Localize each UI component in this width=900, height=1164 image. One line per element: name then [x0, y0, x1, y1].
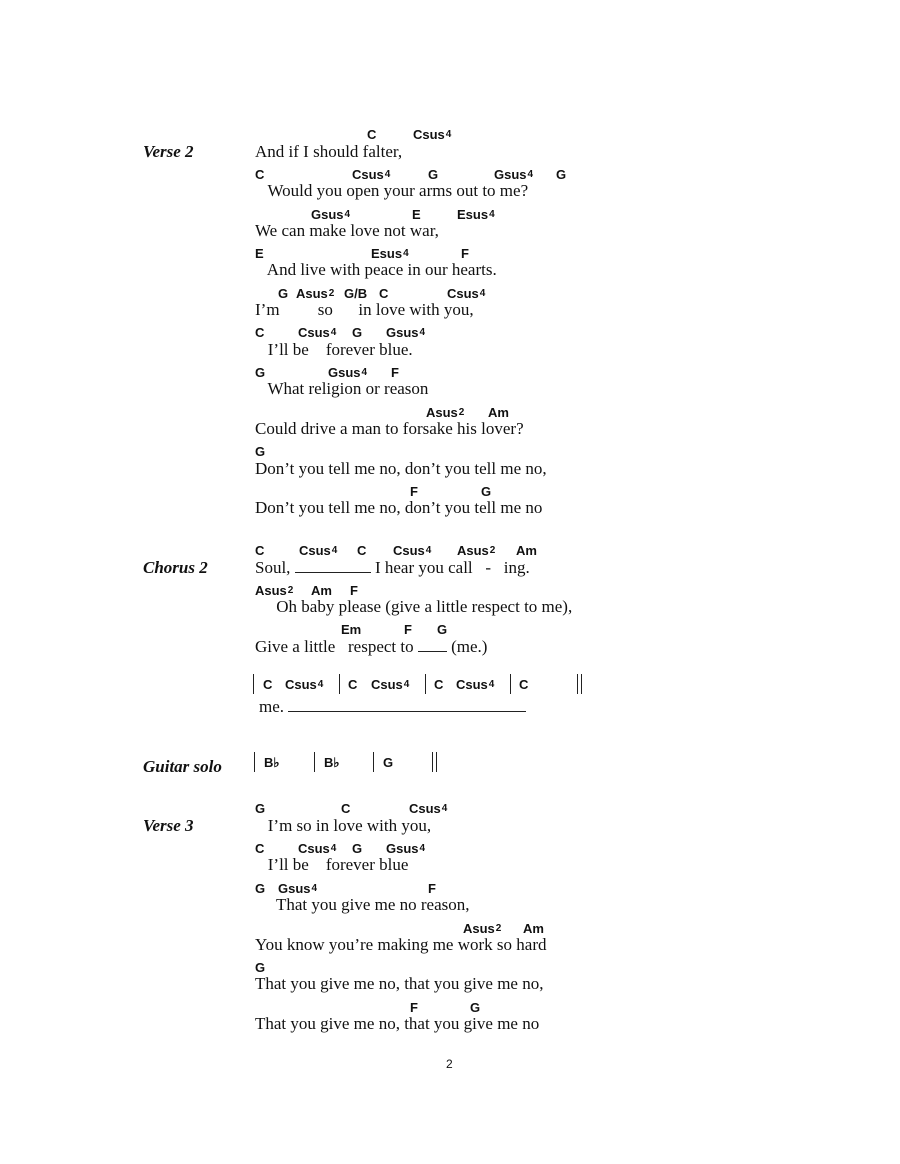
barline [510, 674, 511, 694]
chord: Asus$^2$ [255, 583, 294, 598]
chord: G [428, 167, 439, 182]
lyric-line: I’m so in love with you, [255, 816, 432, 835]
lyric-line: I’ll be forever blue. [255, 340, 413, 359]
chord: F [350, 583, 358, 598]
barline [314, 752, 315, 772]
chord: Csus$^4$ [371, 677, 410, 692]
chord: G [437, 622, 448, 637]
lyric-line: Oh baby please (give a little respect to me), [255, 597, 573, 616]
chord: Csus$^4$ [409, 801, 448, 816]
chord: Gsus$^4$ [494, 167, 534, 182]
chord: Esus$^4$ [457, 207, 495, 222]
lyric-line: What religion or reason [255, 379, 429, 398]
chord: G [278, 286, 289, 301]
chord: F [391, 365, 399, 380]
chord-bars [254, 752, 454, 774]
chord: Am [311, 583, 332, 598]
chord: C [434, 677, 444, 692]
barline [253, 674, 254, 694]
lyric-line: We can make love not war, [255, 221, 439, 240]
chord: G [352, 841, 363, 856]
chord: Asus$^2$ [463, 921, 502, 936]
chord: C [519, 677, 529, 692]
chord: Am [523, 921, 544, 936]
chord: F [410, 1000, 418, 1015]
chord: C [367, 127, 377, 142]
chord: G [352, 325, 363, 340]
chord: Csus$^4$ [299, 543, 338, 558]
barline [373, 752, 374, 772]
lyric-line: And if I should falter, [255, 142, 403, 161]
chord: E [412, 207, 421, 222]
lyric-line: That you give me no, that you give me no, [255, 974, 544, 993]
chord: Gsus$^4$ [278, 881, 318, 896]
chord: Asus$^2$ [296, 286, 335, 301]
chord: C [263, 677, 273, 692]
chord: G [481, 484, 492, 499]
lyric-line: You know you’re making me work so hard [255, 935, 547, 954]
chord: Gsus$^4$ [386, 325, 426, 340]
chord: E [255, 246, 264, 261]
final-barline [432, 752, 437, 772]
chord: Csus$^4$ [285, 677, 324, 692]
chord: Am [516, 543, 537, 558]
section-label-verse-2: Verse 2 [143, 142, 194, 161]
lyric-line: I’m so in love with you, [255, 300, 474, 319]
chord: Csus$^4$ [456, 677, 495, 692]
chord: G [255, 881, 266, 896]
lyric-line: Soul, I hear you call - ing. [255, 558, 530, 577]
chord: C [255, 325, 265, 340]
chord-bars [253, 674, 593, 696]
chord: G [255, 960, 266, 975]
chord: Csus$^4$ [393, 543, 432, 558]
chord: C [255, 543, 265, 558]
page-number: 2 [446, 1057, 453, 1071]
lyric-line: Could drive a man to forsake his lover? [255, 419, 524, 438]
chord: G [255, 365, 266, 380]
lyric-line: Don’t you tell me no, don’t you tell me no [255, 498, 543, 517]
chord: C [379, 286, 389, 301]
lyric-line: I’ll be forever blue [255, 855, 409, 874]
chord: F [428, 881, 436, 896]
chord: C [255, 841, 265, 856]
lyric-line: Don’t you tell me no, don’t you tell me no, [255, 459, 547, 478]
final-barline [577, 674, 582, 694]
barline [339, 674, 340, 694]
melisma-blank [288, 698, 526, 712]
chord: Csus$^4$ [298, 325, 337, 340]
chord: Csus$^4$ [298, 841, 337, 856]
chord: C [255, 167, 265, 182]
lyric-line: Would you open your arms out to me? [255, 181, 529, 200]
chord: G [470, 1000, 481, 1015]
section-label-guitar-solo: Guitar solo [143, 757, 222, 776]
chord: G/B [344, 286, 368, 301]
section-label-verse-3: Verse 3 [143, 816, 194, 835]
chord: Am [488, 405, 509, 420]
lyric-line: Give a little respect to (me.) [255, 637, 488, 656]
chord: Em [341, 622, 362, 637]
lyric-line: That you give me no reason, [255, 895, 470, 914]
chord: B♭ [264, 755, 280, 770]
chord: F [410, 484, 418, 499]
chord: Gsus$^4$ [311, 207, 351, 222]
melisma-blank [418, 638, 447, 652]
chord: G [383, 755, 394, 770]
chord: Gsus$^4$ [386, 841, 426, 856]
chord: G [255, 801, 266, 816]
chord: G [556, 167, 567, 182]
barline [254, 752, 255, 772]
lyric-line: And live with peace in our hearts. [255, 260, 497, 279]
chord: C [357, 543, 367, 558]
chord: Csus$^4$ [447, 286, 486, 301]
chord: Asus$^2$ [426, 405, 465, 420]
chord: G [255, 444, 266, 459]
chord: Csus$^4$ [413, 127, 452, 142]
chord: Esus$^4$ [371, 246, 409, 261]
chord: B♭ [324, 755, 340, 770]
section-label-chorus-2: Chorus 2 [143, 558, 208, 577]
chord: F [461, 246, 469, 261]
chord: Gsus$^4$ [328, 365, 368, 380]
chord: C [348, 677, 358, 692]
barline [425, 674, 426, 694]
chord: F [404, 622, 412, 637]
chord: Asus$^2$ [457, 543, 496, 558]
melisma-blank [295, 559, 371, 573]
lyric-line: me. [259, 697, 526, 717]
chord: C [341, 801, 351, 816]
chord: Csus$^4$ [352, 167, 391, 182]
lyric-line: That you give me no, that you give me no [255, 1014, 540, 1033]
